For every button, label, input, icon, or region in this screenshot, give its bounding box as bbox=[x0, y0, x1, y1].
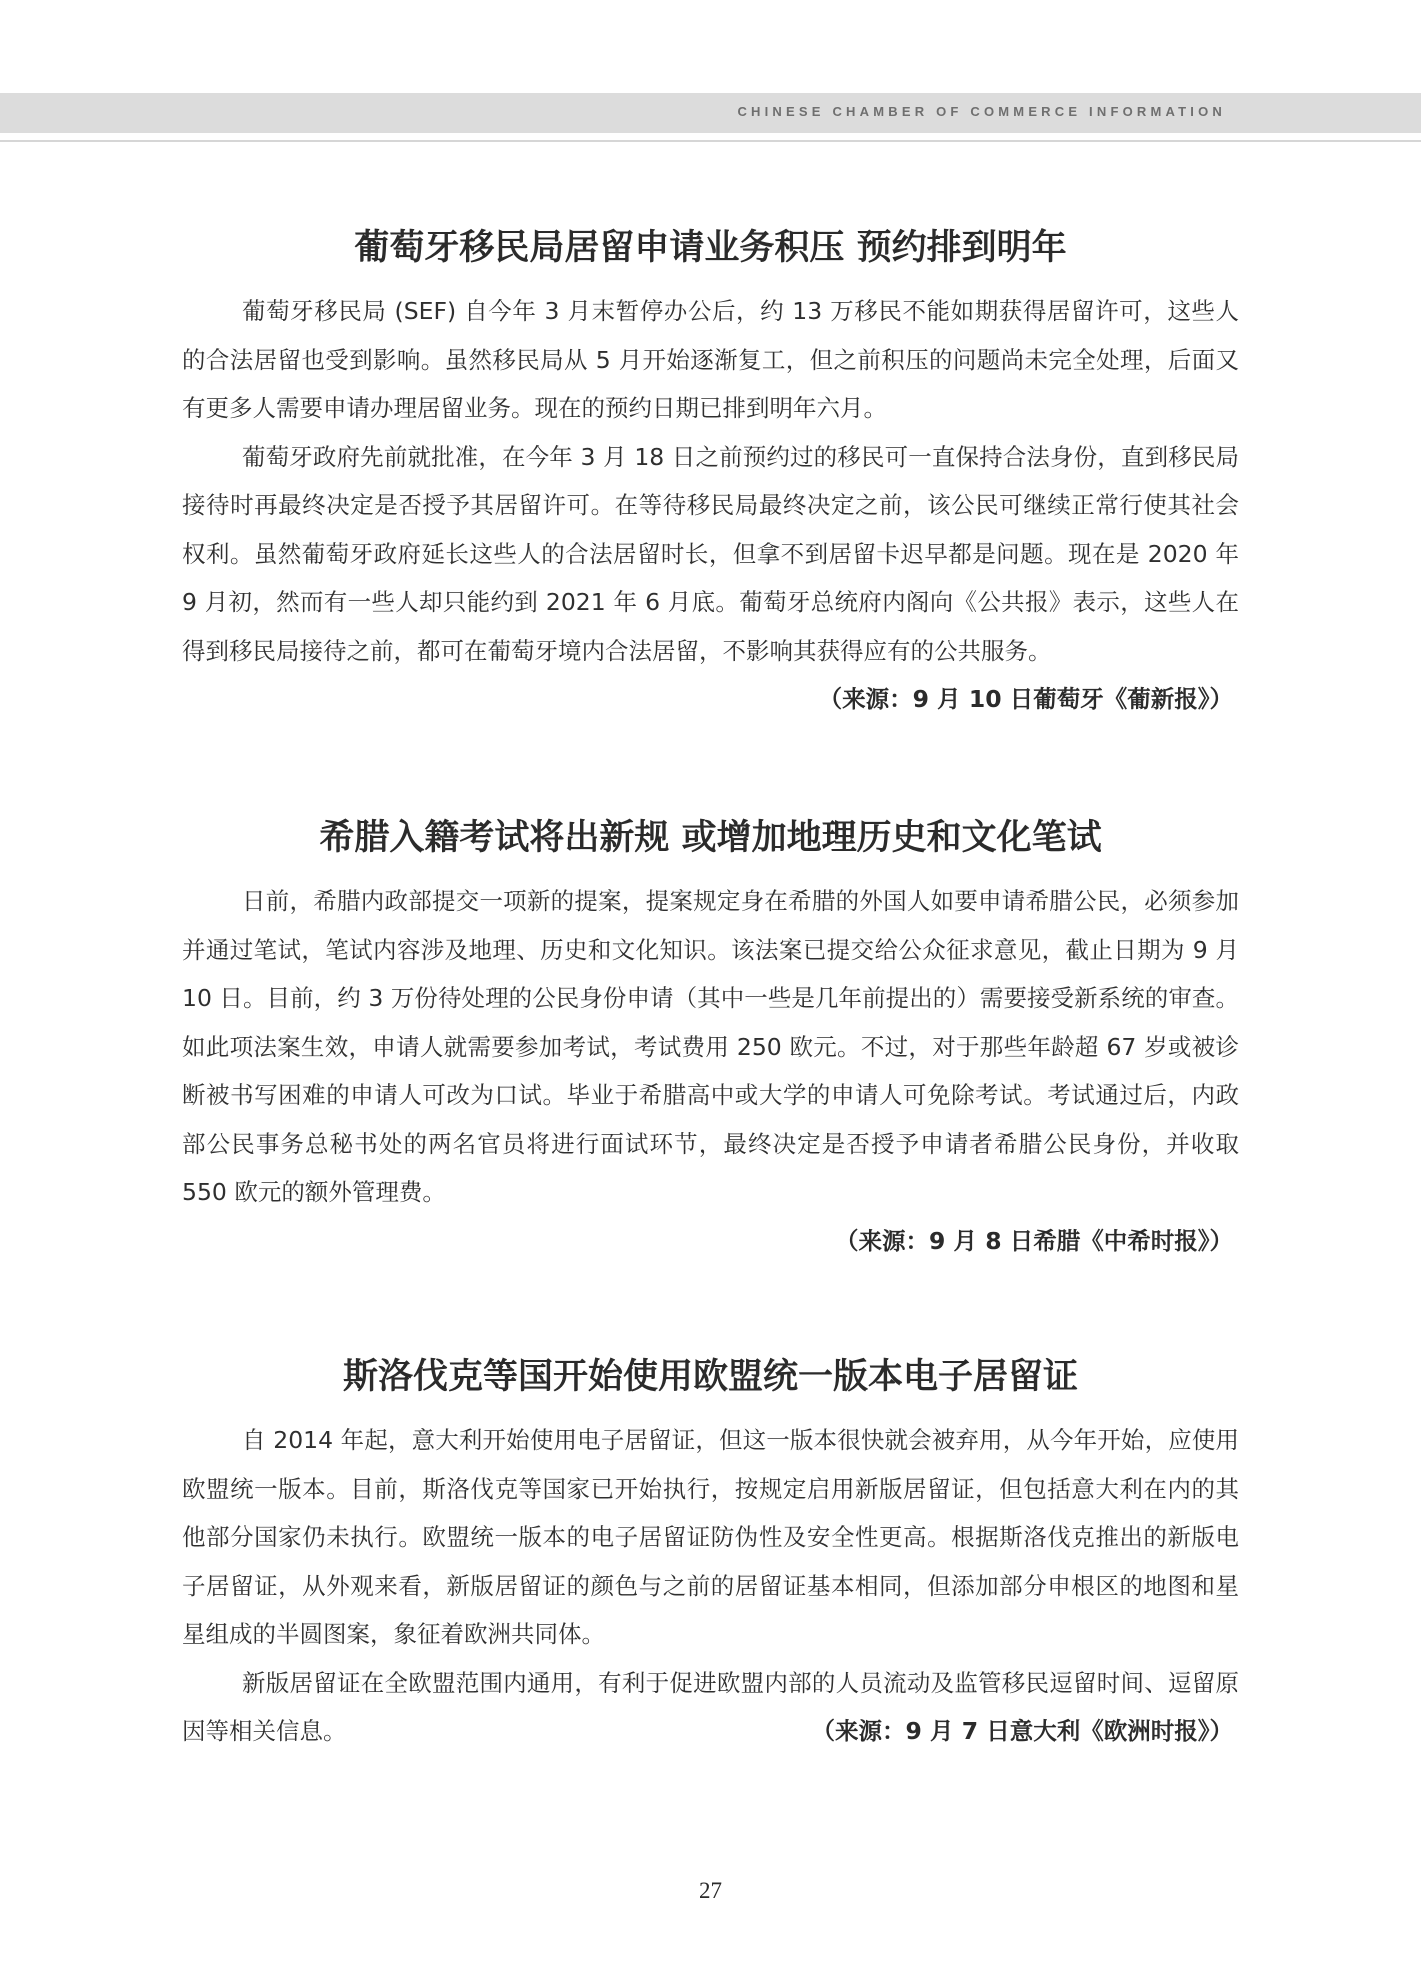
article-source: （来源：9 月 8 日希腊《中希时报》） bbox=[835, 1226, 1233, 1255]
article-greece bbox=[182, 813, 1239, 1265]
article-portugal bbox=[182, 223, 1239, 724]
header-divider bbox=[0, 140, 1421, 142]
paragraph-text: 新版居留证在全欧盟范围内通用，有利于促进欧盟内部的人员流动及监管移民逗留时间、逗留原因等相关信息。 bbox=[182, 1668, 1239, 1745]
article-paragraph: 葡萄牙移民局 (SEF) 自今年 3 月末暂停办公后，约 13 万移民不能如期获得居留许可，这些人的合法居留也受到影响。虽然移民局从 5 月开始逐渐复工，但之前积压的问题尚未完全处理，后面又有更多人需要申请办理居留业务。现在的预约日期已排到明年六月。 bbox=[182, 297, 1239, 422]
article-source: （来源：9 月 7 日意大利《欧洲时报》） bbox=[811, 1717, 1233, 1745]
article-slovakia bbox=[182, 1352, 1239, 1756]
header-bar bbox=[0, 93, 1421, 133]
article-title: 希腊入籍考试将出新规 或增加地理历史和文化笔试 bbox=[319, 818, 1102, 858]
article-source: （来源：9 月 10 日葡萄牙《葡新报》） bbox=[818, 685, 1233, 713]
article-paragraph: 自 2014 年起，意大利开始使用电子居留证，但这一版本很快就会被弃用，从今年开始，应使用欧盟统一版本。目前，斯洛伐克等国家已开始执行，按规定启用新版居留证，但包括意大利在内的其他部分国家仍未执行。欧盟统一版本的电子居留证防伪性及安全性更高。根据斯洛伐克推出的新版电子居留证，从外观来看，新版居留证的颜色与之前的居留证基本相同，但添加部分申根区的地图和星星组成的半圆图案，象征着欧洲共同体。 bbox=[182, 1426, 1239, 1648]
page-number: 27 bbox=[699, 1878, 722, 1903]
paragraph-text: 葡萄牙政府先前就批准，在今年 3 月 18 日之前预约过的移民可一直保持合法身份，直到移民局接待时再最终决定是否授予其居留许可。在等待移民局最终决定之前，该公民可继续正常行使其社会权利。虽然葡萄牙政府延长这些人的合法居留时长，但拿不到居留卡迟早都是问题。现在是 2020 年 9 月初，然而有一些人却只能约到 2021 年 6 月底。葡萄牙总统府内阁向《公共报》表示，这些人在得到移民局接待之前，都可在葡萄牙境内合法居留，不影响其获得应有的公共服务。 bbox=[182, 442, 1239, 665]
header-title: CHINESE CHAMBER OF COMMERCE INFORMATION bbox=[737, 104, 1226, 119]
article-title: 斯洛伐克等国开始使用欧盟统一版本电子居留证 bbox=[342, 1357, 1078, 1397]
article-paragraph: 日前，希腊内政部提交一项新的提案，提案规定身在希腊的外国人如要申请希腊公民，必须参加并通过笔试，笔试内容涉及地理、历史和文化知识。该法案已提交给公众征求意见，截止日期为 9 月 10 日。目前，约 3 万份待处理的公民身份申请（其中一些是几年前提出的）需要接受新系统的审查。如此项法案生效，申请人就需要参加考试，考试费用 250 欧元。不过，对于那些年龄超 67 岁或被诊断被书写困难的申请人可改为口试。毕业于希腊高中或大学的申请人可免除考试。考试通过后，内政部公民事务总秘书处的两名官员将进行面试环节，最终决定是否授予申请者希腊公民身份，并收取 550 欧元的额外管理费。 bbox=[182, 887, 1239, 1206]
article-title: 葡萄牙移民局居留申请业务积压 预约排到明年 bbox=[354, 228, 1067, 268]
article-paragraph bbox=[182, 433, 1239, 713]
article-paragraph bbox=[182, 1659, 1239, 1756]
